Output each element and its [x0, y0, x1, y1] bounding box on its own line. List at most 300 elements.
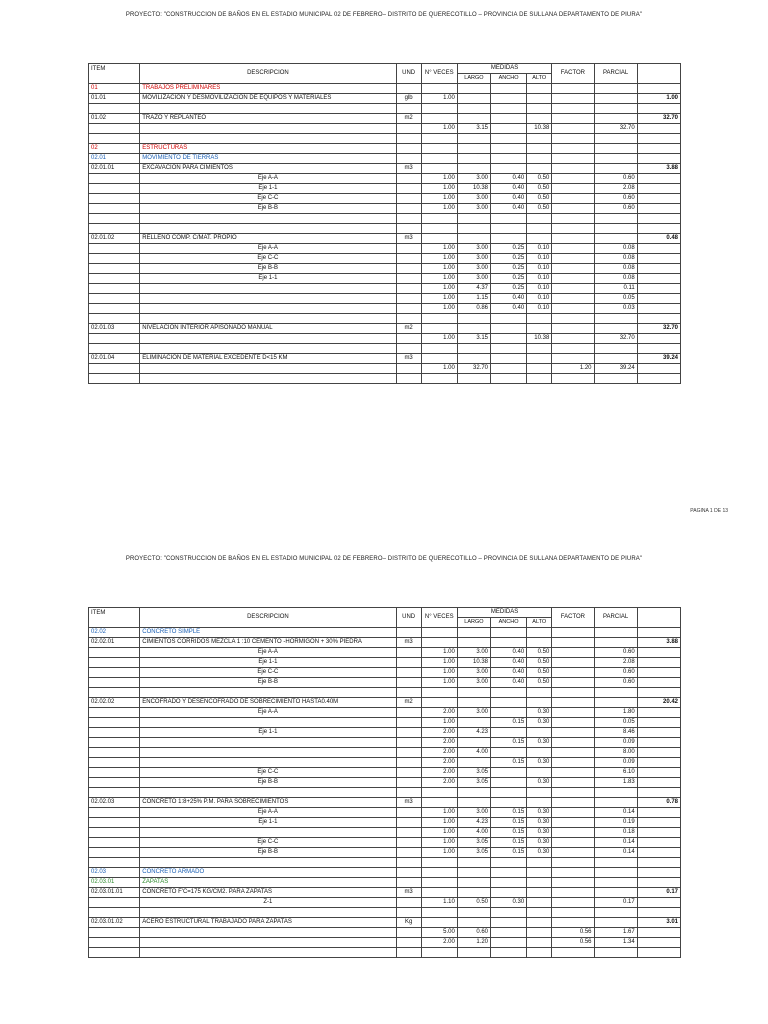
cell-desc — [140, 124, 396, 134]
cell-veces — [421, 84, 457, 94]
cell-veces: 1.00 — [421, 124, 457, 134]
cell-item — [89, 304, 140, 314]
cell-total — [637, 898, 680, 908]
cell-largo — [457, 154, 490, 164]
cell-largo: 3.00 — [457, 244, 490, 254]
cell-parcial: 1.34 — [594, 938, 637, 948]
cell-veces: 1.00 — [421, 848, 457, 858]
cell-ancho — [491, 928, 527, 938]
cell-largo — [457, 94, 490, 104]
cell-parcial: 0.05 — [594, 294, 637, 304]
cell-veces: 2.00 — [421, 768, 457, 778]
cell-veces — [421, 324, 457, 334]
cell-parcial — [594, 798, 637, 808]
cell-veces: 1.00 — [421, 658, 457, 668]
cell-veces — [421, 788, 457, 798]
cell-und: Kg — [396, 918, 421, 928]
cell-item — [89, 858, 140, 868]
cell-alto — [527, 698, 552, 708]
cell-und — [396, 668, 421, 678]
cell-largo — [457, 638, 490, 648]
cell-factor — [552, 798, 594, 808]
cell-und — [396, 708, 421, 718]
cell-und — [396, 718, 421, 728]
cell-item — [89, 948, 140, 958]
table-row — [89, 908, 681, 918]
cell-alto — [527, 898, 552, 908]
cell-veces — [421, 354, 457, 364]
cell-largo — [457, 134, 490, 144]
cell-factor — [552, 838, 594, 848]
cell-und — [396, 868, 421, 878]
cell-parcial — [594, 344, 637, 354]
cell-veces — [421, 164, 457, 174]
cell-parcial: 0.60 — [594, 678, 637, 688]
cell-parcial — [594, 234, 637, 244]
cell-und — [396, 224, 421, 234]
cell-desc: CONCRETO SIMPLE — [140, 628, 396, 638]
cell-parcial: 0.14 — [594, 838, 637, 848]
table-row — [89, 234, 681, 244]
cell-ancho — [491, 728, 527, 738]
table-row — [89, 204, 681, 214]
cell-alto — [527, 324, 552, 334]
cell-und — [396, 284, 421, 294]
cell-total — [637, 294, 680, 304]
cell-largo — [457, 164, 490, 174]
cell-desc: ZAPATAS — [140, 878, 396, 888]
cell-parcial — [594, 788, 637, 798]
cell-alto: 0.10 — [527, 274, 552, 284]
cell-und — [396, 948, 421, 958]
cell-parcial: 8.46 — [594, 728, 637, 738]
cell-veces — [421, 154, 457, 164]
cell-veces: 2.00 — [421, 738, 457, 748]
table-row — [89, 104, 681, 114]
cell-desc — [140, 928, 396, 938]
cell-veces — [421, 698, 457, 708]
header-ancho: ANCHO — [491, 74, 527, 84]
table-row — [89, 284, 681, 294]
cell-und: m2 — [396, 698, 421, 708]
cell-item — [89, 778, 140, 788]
cell-desc — [140, 344, 396, 354]
cell-factor — [552, 244, 594, 254]
cell-largo — [457, 948, 490, 958]
cell-item — [89, 678, 140, 688]
cell-total — [637, 154, 680, 164]
cell-alto — [527, 84, 552, 94]
cell-item — [89, 174, 140, 184]
cell-factor — [552, 184, 594, 194]
cell-und — [396, 898, 421, 908]
cell-alto — [527, 134, 552, 144]
cell-ancho: 0.40 — [491, 294, 527, 304]
cell-ancho: 0.40 — [491, 304, 527, 314]
table-row — [89, 948, 681, 958]
cell-largo — [457, 888, 490, 898]
cell-desc — [140, 718, 396, 728]
cell-veces — [421, 114, 457, 124]
cell-parcial — [594, 104, 637, 114]
cell-factor — [552, 808, 594, 818]
cell-item — [89, 344, 140, 354]
cell-alto — [527, 888, 552, 898]
cell-factor — [552, 224, 594, 234]
cell-veces: 1.00 — [421, 808, 457, 818]
cell-und — [396, 908, 421, 918]
cell-desc: TRABAJOS PRELIMINARES — [140, 84, 396, 94]
cell-ancho — [491, 908, 527, 918]
cell-und — [396, 264, 421, 274]
cell-largo: 3.00 — [457, 194, 490, 204]
cell-largo: 3.05 — [457, 768, 490, 778]
cell-parcial — [594, 164, 637, 174]
cell-factor — [552, 254, 594, 264]
cell-ancho — [491, 84, 527, 94]
cell-parcial: 1.67 — [594, 928, 637, 938]
cell-total: 3.88 — [637, 164, 680, 174]
cell-alto: 0.50 — [527, 194, 552, 204]
cell-total — [637, 668, 680, 678]
cell-factor — [552, 778, 594, 788]
table-row — [89, 868, 681, 878]
cell-alto: 0.10 — [527, 254, 552, 264]
cell-parcial — [594, 214, 637, 224]
cell-ancho — [491, 374, 527, 384]
cell-total — [637, 768, 680, 778]
cell-total — [637, 778, 680, 788]
table-row — [89, 124, 681, 134]
cell-largo: 32.70 — [457, 364, 490, 374]
cell-item — [89, 708, 140, 718]
table-row — [89, 888, 681, 898]
cell-parcial — [594, 114, 637, 124]
cell-item — [89, 284, 140, 294]
cell-desc: Eje 1-1 — [140, 274, 396, 284]
cell-item — [89, 124, 140, 134]
cell-total: 32.70 — [637, 324, 680, 334]
cell-alto: 0.50 — [527, 648, 552, 658]
cell-alto — [527, 374, 552, 384]
cell-veces: 1.10 — [421, 898, 457, 908]
cell-alto — [527, 214, 552, 224]
cell-total — [637, 284, 680, 294]
table-row — [89, 144, 681, 154]
cell-factor — [552, 818, 594, 828]
cell-desc: EXCAVACION PARA CIMIENTOS — [140, 164, 396, 174]
cell-largo: 3.00 — [457, 678, 490, 688]
cell-desc — [140, 758, 396, 768]
cell-veces: 1.00 — [421, 194, 457, 204]
cell-desc — [140, 948, 396, 958]
cell-und — [396, 214, 421, 224]
table-row — [89, 778, 681, 788]
cell-parcial: 0.17 — [594, 898, 637, 908]
cell-factor — [552, 124, 594, 134]
table-row — [89, 224, 681, 234]
cell-und — [396, 738, 421, 748]
cell-total — [637, 274, 680, 284]
cell-factor: 1.20 — [552, 364, 594, 374]
table-row — [89, 818, 681, 828]
cell-ancho — [491, 768, 527, 778]
cell-parcial — [594, 878, 637, 888]
cell-und — [396, 194, 421, 204]
cell-alto: 0.30 — [527, 848, 552, 858]
table-row — [89, 334, 681, 344]
cell-factor — [552, 868, 594, 878]
cell-total — [637, 838, 680, 848]
cell-total — [637, 788, 680, 798]
cell-desc: Eje A-A — [140, 708, 396, 718]
header-medidas: MEDIDAS — [457, 608, 551, 618]
cell-factor — [552, 858, 594, 868]
cell-largo — [457, 344, 490, 354]
cell-und — [396, 768, 421, 778]
cell-largo: 3.05 — [457, 848, 490, 858]
cell-veces: 1.00 — [421, 818, 457, 828]
cell-total: 32.70 — [637, 114, 680, 124]
cell-desc: CONCRETO F'C=175 KG/CM2. PARA ZAPATAS — [140, 888, 396, 898]
cell-item — [89, 374, 140, 384]
cell-parcial: 0.05 — [594, 718, 637, 728]
cell-desc — [140, 294, 396, 304]
cell-veces: 1.00 — [421, 668, 457, 678]
cell-veces: 1.00 — [421, 204, 457, 214]
cell-total — [637, 214, 680, 224]
cell-alto — [527, 94, 552, 104]
table-row — [89, 194, 681, 204]
cell-und — [396, 184, 421, 194]
cell-alto: 0.50 — [527, 668, 552, 678]
cell-desc: TRAZO Y REPLANTEO — [140, 114, 396, 124]
cell-desc — [140, 858, 396, 868]
cell-factor — [552, 898, 594, 908]
cell-factor — [552, 828, 594, 838]
cell-alto: 10.38 — [527, 334, 552, 344]
cell-total — [637, 758, 680, 768]
cell-largo: 4.37 — [457, 284, 490, 294]
cell-factor — [552, 918, 594, 928]
cell-item: 02.02.02 — [89, 698, 140, 708]
cell-factor — [552, 708, 594, 718]
cell-factor — [552, 638, 594, 648]
table-row — [89, 164, 681, 174]
cell-factor — [552, 848, 594, 858]
cell-parcial — [594, 858, 637, 868]
cell-parcial — [594, 628, 637, 638]
cell-alto — [527, 234, 552, 244]
cell-item — [89, 254, 140, 264]
cell-item: 01 — [89, 84, 140, 94]
cell-largo — [457, 354, 490, 364]
cell-veces — [421, 314, 457, 324]
cell-factor — [552, 334, 594, 344]
cell-total — [637, 204, 680, 214]
cell-und — [396, 788, 421, 798]
cell-ancho — [491, 334, 527, 344]
cell-ancho: 0.40 — [491, 194, 527, 204]
cell-und — [396, 778, 421, 788]
cell-factor — [552, 888, 594, 898]
cell-und — [396, 174, 421, 184]
cell-parcial: 0.19 — [594, 818, 637, 828]
table-row — [89, 858, 681, 868]
header-veces: N° VECES — [421, 64, 457, 84]
cell-factor — [552, 658, 594, 668]
cell-alto — [527, 748, 552, 758]
cell-alto — [527, 878, 552, 888]
cell-veces: 1.00 — [421, 304, 457, 314]
cell-parcial — [594, 144, 637, 154]
cell-und — [396, 144, 421, 154]
cell-und — [396, 154, 421, 164]
cell-desc: Eje A-A — [140, 174, 396, 184]
cell-ancho — [491, 918, 527, 928]
cell-item: 02.01.02 — [89, 234, 140, 244]
cell-alto — [527, 354, 552, 364]
cell-total — [637, 648, 680, 658]
cell-ancho — [491, 214, 527, 224]
cell-factor: 0.56 — [552, 928, 594, 938]
cell-total — [637, 858, 680, 868]
cell-largo: 3.00 — [457, 708, 490, 718]
cell-und — [396, 344, 421, 354]
cell-parcial: 6.10 — [594, 768, 637, 778]
cell-largo: 3.05 — [457, 838, 490, 848]
cell-veces: 1.00 — [421, 294, 457, 304]
table-row — [89, 244, 681, 254]
cell-veces: 1.00 — [421, 244, 457, 254]
cell-veces: 2.00 — [421, 758, 457, 768]
header-item: ITEM — [89, 64, 140, 84]
cell-largo: 3.15 — [457, 124, 490, 134]
cell-factor — [552, 728, 594, 738]
cell-largo — [457, 114, 490, 124]
cell-largo — [457, 234, 490, 244]
cell-factor — [552, 274, 594, 284]
cell-total: 20.42 — [637, 698, 680, 708]
cell-ancho — [491, 708, 527, 718]
cell-desc: NIVELACION INTERIOR APISONADO MANUAL — [140, 324, 396, 334]
cell-ancho: 0.15 — [491, 738, 527, 748]
cell-und — [396, 628, 421, 638]
cell-parcial — [594, 918, 637, 928]
cell-item — [89, 294, 140, 304]
cell-veces: 2.00 — [421, 748, 457, 758]
cell-parcial: 0.11 — [594, 284, 637, 294]
cell-parcial: 1.80 — [594, 708, 637, 718]
cell-item: 02.02.03 — [89, 798, 140, 808]
cell-factor — [552, 668, 594, 678]
cell-item — [89, 938, 140, 948]
cell-alto: 0.50 — [527, 184, 552, 194]
header-item: ITEM — [89, 608, 140, 628]
project-title-page-2: PROYECTO: "CONSTRUCCION DE BAÑOS EN EL ESTADIO MUNICIPAL 02 DE FEBRERO– DISTRITO DE QUERECOTILLO – PROVINCIA DE SULLANA DEPARTAMENTO DE PIURA" — [125, 556, 643, 562]
cell-factor — [552, 768, 594, 778]
cell-parcial — [594, 698, 637, 708]
cell-parcial: 0.09 — [594, 758, 637, 768]
cell-ancho — [491, 234, 527, 244]
table-row — [89, 174, 681, 184]
cell-alto — [527, 144, 552, 154]
cell-und — [396, 254, 421, 264]
cell-parcial: 0.14 — [594, 848, 637, 858]
cell-und: m3 — [396, 798, 421, 808]
cell-parcial — [594, 688, 637, 698]
cell-total — [637, 728, 680, 738]
header-alto: ALTO — [527, 74, 552, 84]
table-row — [89, 294, 681, 304]
table-row — [89, 344, 681, 354]
cell-largo — [457, 84, 490, 94]
header-alto: ALTO — [527, 618, 552, 628]
cell-veces: 2.00 — [421, 708, 457, 718]
table-row — [89, 678, 681, 688]
cell-largo: 10.38 — [457, 658, 490, 668]
table-row — [89, 184, 681, 194]
cell-alto — [527, 768, 552, 778]
cell-parcial — [594, 314, 637, 324]
cell-factor — [552, 264, 594, 274]
cell-und — [396, 728, 421, 738]
cell-total — [637, 628, 680, 638]
table-row — [89, 708, 681, 718]
cell-und — [396, 364, 421, 374]
cell-veces — [421, 104, 457, 114]
cell-item — [89, 748, 140, 758]
cell-und — [396, 274, 421, 284]
cell-parcial: 8.00 — [594, 748, 637, 758]
cell-desc: Eje 1-1 — [140, 658, 396, 668]
cell-largo: 3.00 — [457, 174, 490, 184]
cell-largo: 3.15 — [457, 334, 490, 344]
cell-factor — [552, 114, 594, 124]
cell-item — [89, 728, 140, 738]
cell-veces: 1.00 — [421, 284, 457, 294]
table-row — [89, 154, 681, 164]
cell-item: 02.01.01 — [89, 164, 140, 174]
cell-ancho: 0.25 — [491, 254, 527, 264]
cell-item: 02 — [89, 144, 140, 154]
cell-alto: 0.50 — [527, 658, 552, 668]
cell-und: m3 — [396, 638, 421, 648]
cell-veces: 1.00 — [421, 174, 457, 184]
cell-ancho: 0.25 — [491, 274, 527, 284]
cell-total — [637, 84, 680, 94]
cell-ancho — [491, 104, 527, 114]
cell-factor — [552, 788, 594, 798]
cell-factor — [552, 204, 594, 214]
table-row — [89, 808, 681, 818]
cell-desc: Eje C-C — [140, 668, 396, 678]
cell-total — [637, 678, 680, 688]
cell-item — [89, 838, 140, 848]
cell-parcial — [594, 948, 637, 958]
cell-largo: 10.38 — [457, 184, 490, 194]
table-header-row — [89, 64, 681, 74]
cell-veces: 1.00 — [421, 678, 457, 688]
cell-factor — [552, 948, 594, 958]
cell-ancho: 0.25 — [491, 244, 527, 254]
table-row — [89, 354, 681, 364]
cell-factor — [552, 104, 594, 114]
cell-factor: 0.56 — [552, 938, 594, 948]
cell-desc — [140, 334, 396, 344]
cell-veces: 2.00 — [421, 778, 457, 788]
cell-und — [396, 244, 421, 254]
